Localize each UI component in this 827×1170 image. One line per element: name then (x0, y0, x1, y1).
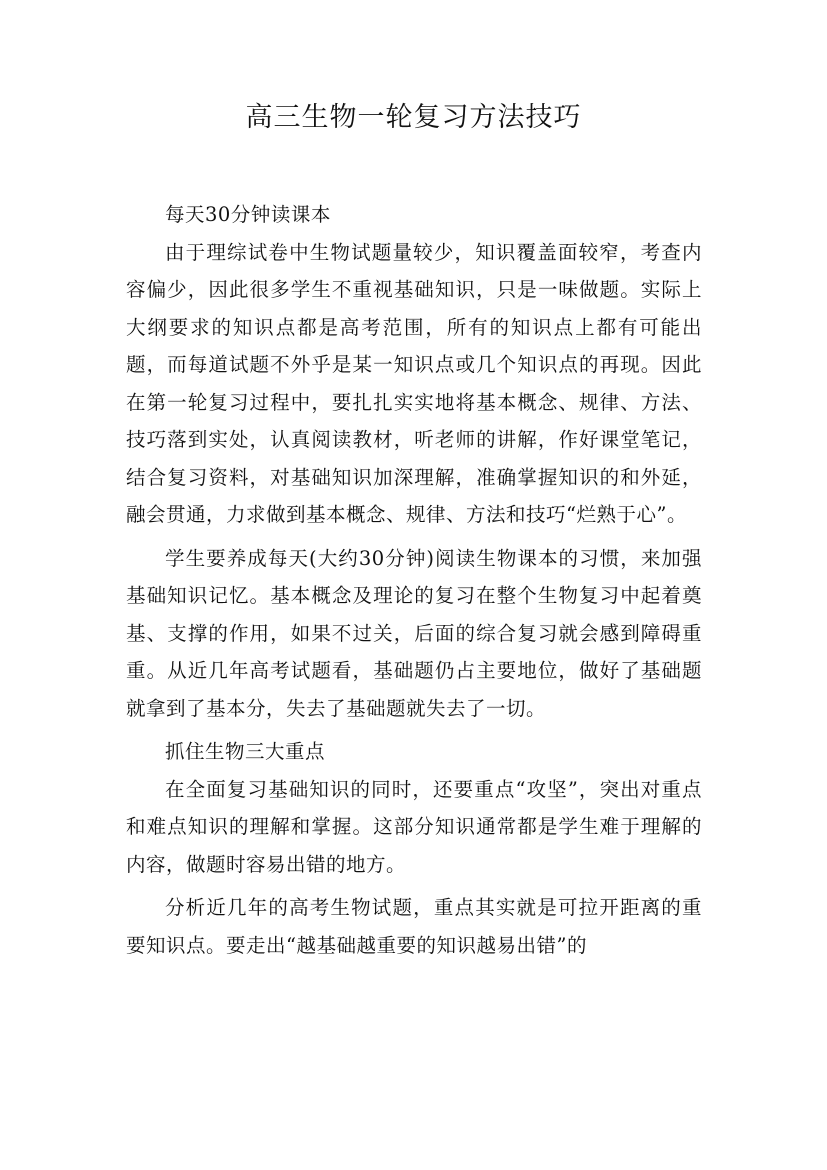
section-heading-reading: 每天30分钟读课本 (165, 203, 331, 226)
section-heading-key-points: 抓住生物三大重点 (165, 740, 326, 763)
paragraph: 在全面复习基础知识的同时，还要重点“攻坚”，突出对重点和难点知识的理解和掌握。这部分知识通常都是学生难于理解的内容，做题时容易出错的地方。 (126, 777, 702, 876)
document-body (126, 196, 702, 964)
paragraph: 学生要养成每天(大约30分钟)阅读生物课本的习惯，来加强基础知识记忆。基本概念及理论的复习在整个生物复习中起着奠基、支撑的作用，如果不过关，后面的综合复习就会感到障碍重重。从近几年高考试题看，基础题仍占主要地位，做好了基础题就拿到了基本分，失去了基础题就失去了一切。 (126, 546, 702, 720)
paragraph: 分析近几年的高考生物试题，重点其实就是可拉开距离的重要知识点。要走出“越基础越重要的知识越易出错”的 (126, 896, 702, 957)
paragraph: 由于理综试卷中生物试题量较少，知识覆盖面较窄，考查内容偏少，因此很多学生不重视基础知识，只是一味做题。实际上大纲要求的知识点都是高考范围，所有的知识点上都有可能出题，而每道试题不外乎是某一知识点或几个知识点的再现。因此在第一轮复习过程中，要扎扎实实地将基本概念、规律、方法、技巧落到实处，认真阅读教材，听老师的讲解，作好课堂笔记，结合复习资料，对基础知识加深理解，准确掌握知识的和外延，融会贯通，力求做到基本概念、规律、方法和技巧“烂熟于心”。 (126, 240, 702, 526)
document-title: 高三生物一轮复习方法技巧 (245, 102, 582, 133)
